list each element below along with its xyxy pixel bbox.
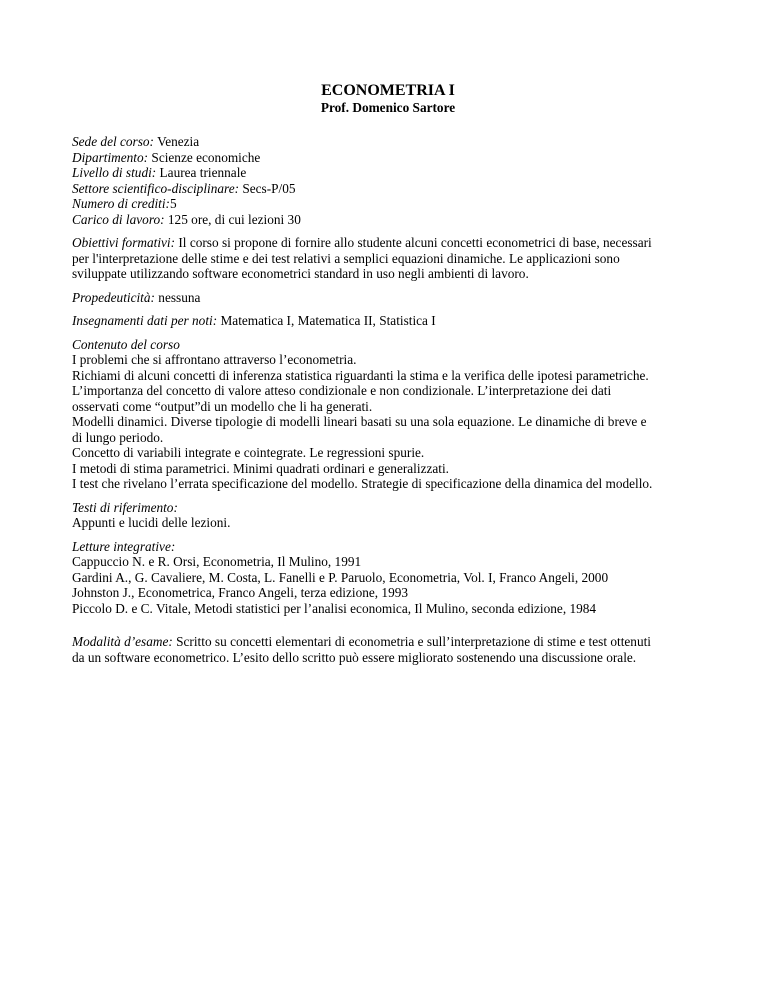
obiettivi-line: sviluppate utilizzando software econometrici standard in uso negli ambienti di lavoro.	[72, 266, 529, 281]
letture-line: Gardini A., G. Cavaliere, M. Costa, L. Fanelli e P. Paruolo, Econometria, Vol. I, Franco Angeli, 2000	[72, 569, 609, 585]
contenuto-line: di lungo periodo.	[72, 429, 164, 445]
obiettivi-text: Il corso si propone di fornire allo studente alcuni concetti econometrici di base, necessari	[175, 235, 652, 250]
info-crediti	[72, 196, 704, 212]
info-label: Livello di studi:	[72, 165, 157, 180]
esame-text: Scritto su concetti elementari di econometria e sull’interpretazione di stime e test ottenuti	[172, 634, 651, 649]
letture-line: Cappuccio N. e R. Orsi, Econometria, Il Mulino, 1991	[72, 554, 362, 569]
contenuto-line: I test che rivelano l’errata specificazione del modello. Strategie di specificazione della dinamica del modello.	[72, 476, 653, 491]
section-propedeuticita	[72, 290, 704, 306]
section-testi	[72, 500, 704, 531]
section-letture	[72, 539, 704, 617]
info-value: Laurea triennale	[156, 165, 247, 180]
section-contenuto	[72, 337, 704, 492]
info-value: Secs-P/05	[239, 180, 296, 196]
info-value: Venezia	[153, 134, 200, 149]
contenuto-line: I problemi che si affrontano attraverso l’econometria.	[72, 352, 357, 367]
obiettivi-label: Obiettivi formativi:	[72, 235, 176, 250]
info-label: Numero di crediti:	[72, 196, 170, 211]
testi-label: Testi di riferimento:	[72, 499, 178, 515]
section-insegnamenti	[72, 313, 704, 329]
course-title: ECONOMETRIA I	[321, 82, 455, 99]
info-label: Settore scientifico-disciplinare:	[72, 180, 240, 196]
info-settore	[72, 181, 704, 197]
contenuto-line: osservati come “output”di un modello che li ha generati.	[72, 398, 373, 414]
insegnamenti-label: Insegnamenti dati per noti:	[72, 313, 218, 328]
professor-name: Prof. Domenico Sartore	[320, 100, 456, 115]
obiettivi-line	[72, 235, 704, 251]
propedeuticita-line	[72, 290, 704, 306]
contenuto-line: I metodi di stima parametrici. Minimi quadrati ordinari e generalizzati.	[72, 460, 449, 476]
propedeuticita-label: Propedeuticità:	[72, 289, 155, 305]
info-sede	[72, 134, 704, 150]
letture-label: Letture integrative:	[72, 538, 176, 554]
info-label: Sede del corso:	[72, 134, 154, 149]
info-value: 125 ore, di cui lezioni 30	[164, 211, 301, 227]
info-carico	[72, 212, 704, 228]
contenuto-line: Modelli dinamici. Diverse tipologie di modelli lineari basati su una sola equazione. Le dinamiche di breve e	[72, 414, 647, 429]
testi-line: Appunti e lucidi delle lezioni.	[72, 515, 231, 530]
insegnamenti-line	[72, 313, 704, 329]
letture-line: Piccolo D. e C. Vitale, Metodi statistici per l’analisi economica, Il Mulino, seconda edizione, 1984	[72, 600, 597, 616]
esame-line	[72, 634, 704, 650]
info-dipartimento	[72, 150, 704, 166]
info-value: Scienze economiche	[148, 149, 261, 165]
course-info	[72, 134, 704, 227]
info-label: Dipartimento:	[72, 149, 149, 165]
info-label: Carico di lavoro:	[72, 211, 165, 227]
propedeuticita-value: nessuna	[154, 289, 201, 305]
insegnamenti-value: Matematica I, Matematica II, Statistica I	[217, 313, 436, 328]
contenuto-label: Contenuto del corso	[72, 336, 180, 352]
obiettivi-line: per l'interpretazione delle stime e dei test relativi a semplici equazioni dinamiche. Le applicazioni sono	[72, 250, 620, 266]
info-value: 5	[170, 196, 177, 211]
contenuto-line: Richiami di alcuni concetti di inferenza statistica riguardanti la stima e la verifica delle ipotesi parametriche.	[72, 367, 649, 383]
info-livello	[72, 165, 704, 181]
section-obiettivi	[72, 235, 704, 282]
esame-line: da un software econometrico. L’esito dello scritto può essere migliorato sostenendo una discussione orale.	[72, 649, 637, 665]
esame-label: Modalità d’esame:	[72, 634, 173, 649]
contenuto-line: Concetto di variabili integrate e cointegrate. Le regressioni spurie.	[72, 445, 425, 460]
document-page	[72, 82, 704, 673]
letture-line: Johnston J., Econometrica, Franco Angeli, terza edizione, 1993	[72, 585, 409, 600]
contenuto-line: L’importanza del concetto di valore atteso condizionale e non condizionale. L’interpretazione dei dati	[72, 383, 612, 398]
section-esame	[72, 634, 704, 665]
